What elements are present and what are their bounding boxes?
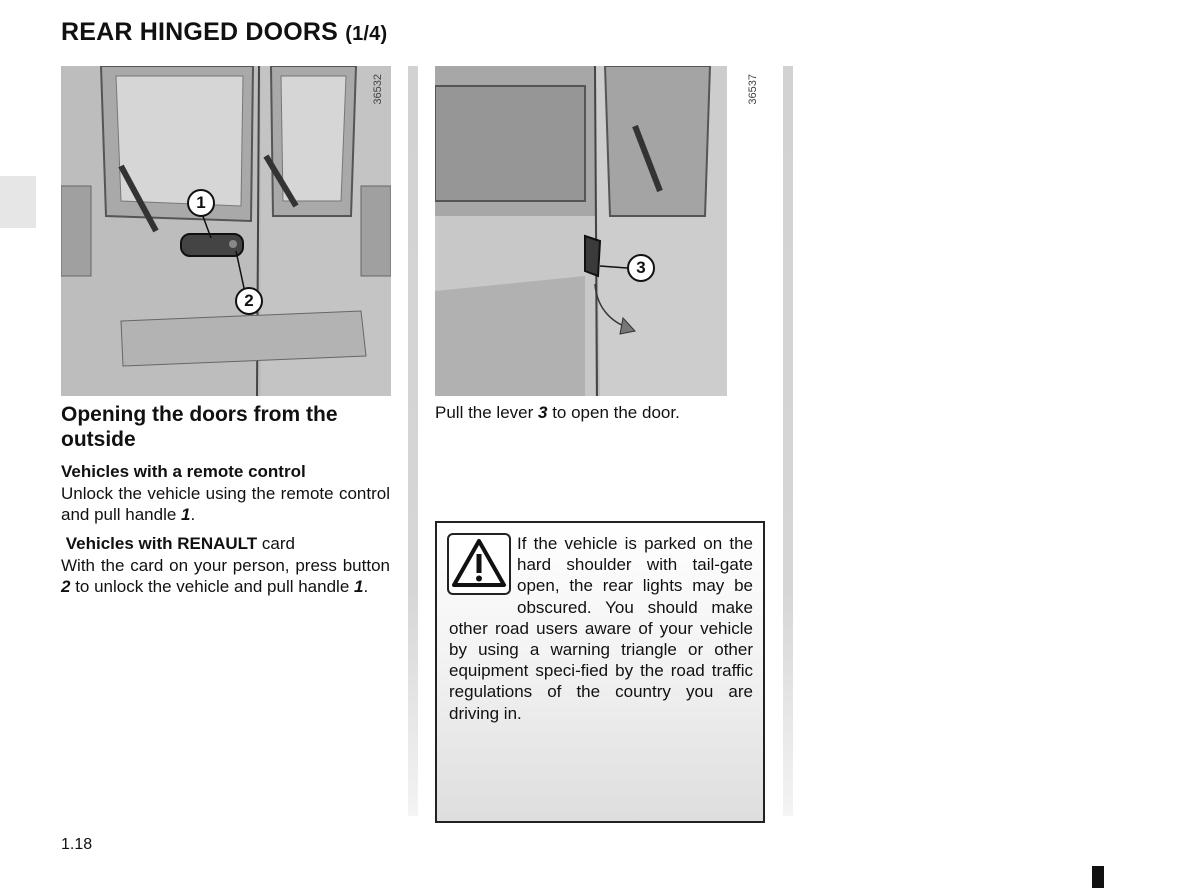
page-title	[61, 18, 387, 47]
column-divider-right	[783, 66, 793, 816]
remote-control-paragraph	[61, 461, 390, 526]
warning-box	[435, 521, 765, 823]
rear-door-interior-illustration	[435, 66, 727, 396]
card-instruction: With the card on your person, press button 2 to unlock the vehicle and pull handle 1.	[61, 555, 390, 596]
section-side-tab	[0, 176, 36, 228]
card-paragraph	[61, 533, 390, 598]
button-ref: 2	[61, 577, 71, 596]
column-divider-left	[408, 66, 418, 816]
lever-instruction: Pull the lever 3 to open the door.	[435, 403, 680, 422]
title-text: REAR HINGED DOORS	[61, 18, 339, 46]
handle-ref: 1	[354, 577, 364, 596]
callout-2: 2	[235, 287, 263, 315]
rear-door-exterior-illustration	[61, 66, 391, 396]
section-heading: Opening the doors from the outside	[61, 403, 338, 451]
lever-ref: 3	[538, 403, 548, 422]
figure-ref-right: 36537	[747, 74, 759, 105]
title-part-indicator: (1/4)	[345, 23, 388, 45]
remote-control-heading: Vehicles with a remote control	[61, 462, 306, 481]
warning-text-block	[449, 533, 753, 724]
figure-rear-door-lever	[435, 66, 727, 396]
remote-control-instruction: Unlock the vehicle using the remote control and pull handle 1.	[61, 483, 390, 524]
handle-ref: 1	[181, 505, 191, 524]
callout-3: 3	[627, 254, 655, 282]
figure-rear-door-exterior	[61, 66, 391, 396]
card-heading: Vehicles with RENAULT card	[65, 534, 295, 553]
page-edge-marker	[1092, 866, 1104, 888]
callout-1: 1	[187, 189, 215, 217]
page-number: 1.18	[61, 836, 93, 853]
figure-ref-left: 36532	[372, 74, 384, 105]
warning-text: If the vehicle is parked on the hard shoulder with tail-gate open, the rear lights may be obscured. You should make other road users aware of your vehicle by using a warning triangle or other equipment speci-fied by the road traffic regulations of the country you are driving in.	[449, 534, 753, 723]
